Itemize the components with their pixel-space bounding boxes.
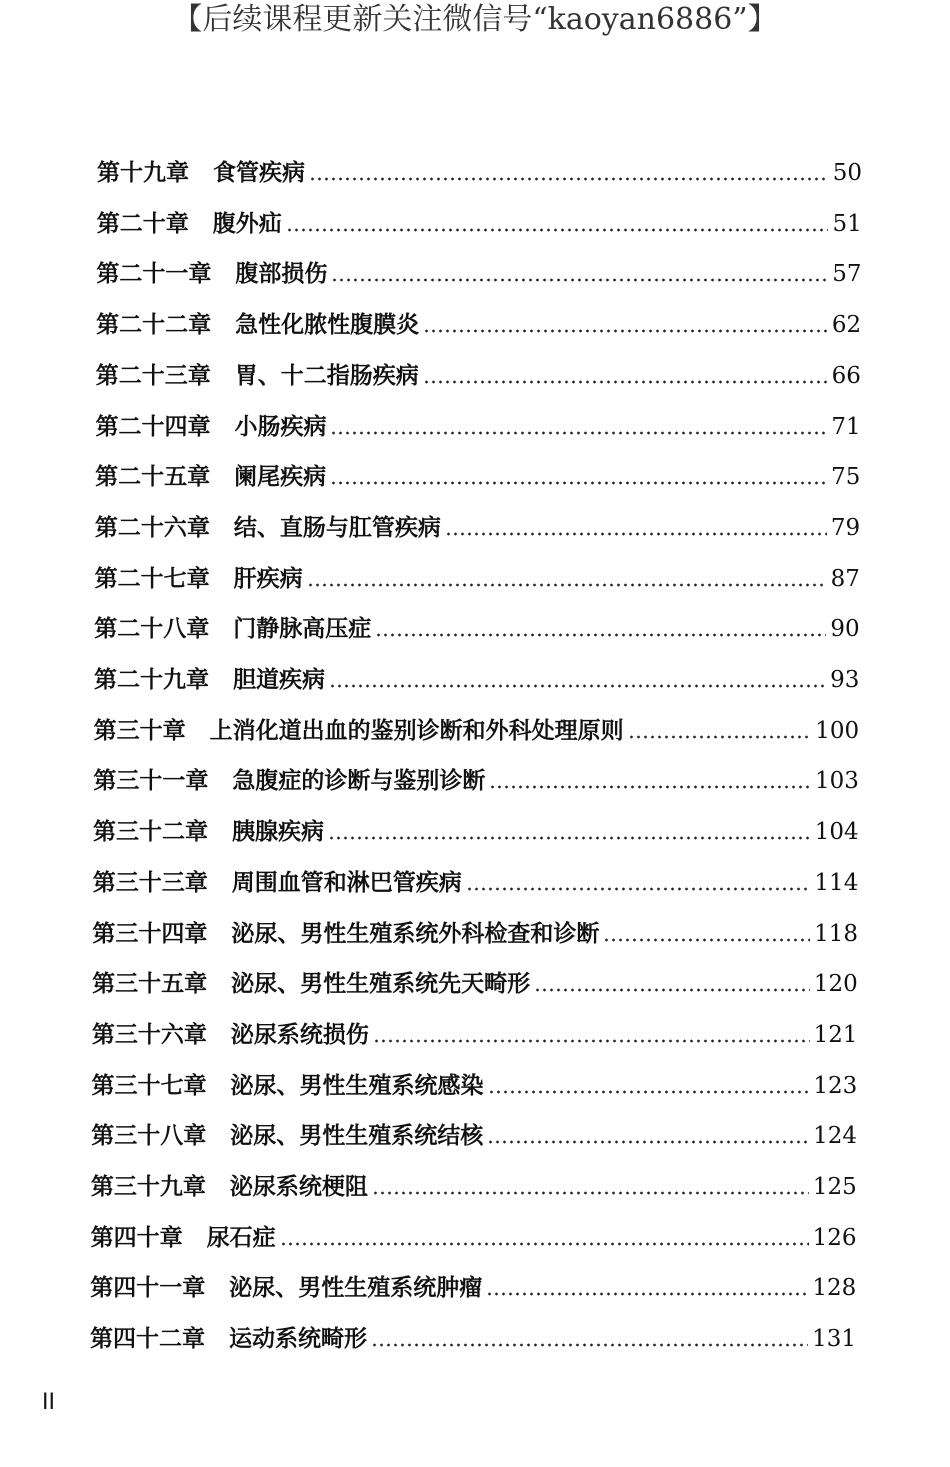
toc-dot-leader <box>628 735 812 739</box>
toc-entry <box>96 300 861 340</box>
toc-chapter-title: 周围血管和淋巴管疾病 <box>231 868 462 896</box>
toc-dot-leader <box>373 1039 810 1043</box>
toc-chapter-number: 第三十一章 <box>93 767 209 795</box>
toc-page-number: 62 <box>831 312 862 339</box>
toc-page-number: 124 <box>813 1123 858 1150</box>
toc-chapter-title: 泌尿、男性生殖系统感染 <box>230 1071 484 1099</box>
toc-page-number: 114 <box>814 869 859 896</box>
toc-entry <box>93 858 859 898</box>
toc-chapter-number: 第四十一章 <box>90 1274 206 1302</box>
toc-dot-leader <box>445 532 827 536</box>
toc-chapter-title: 运动系统畸形 <box>229 1325 367 1353</box>
toc-entry <box>92 959 858 999</box>
toc-entry <box>92 909 858 949</box>
table-of-contents <box>0 148 950 1368</box>
toc-dot-leader <box>423 380 828 384</box>
toc-chapter-title: 急腹症的诊断与鉴别诊断 <box>232 767 486 795</box>
toc-dot-leader <box>603 938 810 942</box>
toc-entry <box>90 1263 856 1303</box>
toc-chapter-number: 第三十七章 <box>91 1071 207 1099</box>
toc-chapter-number: 第三十六章 <box>91 1020 207 1048</box>
toc-dot-leader <box>486 1292 808 1296</box>
toc-chapter-title: 阑尾疾病 <box>234 463 327 491</box>
toc-page-number: 71 <box>831 413 861 440</box>
toc-dot-leader <box>328 836 811 840</box>
toc-chapter-title: 泌尿、男性生殖系统结核 <box>230 1122 484 1150</box>
toc-entry <box>93 807 859 847</box>
toc-page-number: 121 <box>813 1021 858 1048</box>
toc-entry <box>97 148 862 188</box>
toc-chapter-number: 第二十一章 <box>96 260 212 288</box>
toc-chapter-number: 第三十八章 <box>91 1122 207 1150</box>
toc-chapter-number: 第三十九章 <box>90 1173 206 1200</box>
toc-chapter-title: 上消化道出血的鉴别诊断和外科处理原则 <box>209 716 624 744</box>
toc-entry <box>90 1314 856 1354</box>
toc-chapter-number: 第三十四章 <box>92 919 208 947</box>
toc-page-number: 131 <box>812 1326 856 1353</box>
toc-dot-leader <box>331 278 828 282</box>
toc-chapter-title: 肝疾病 <box>233 564 303 592</box>
toc-dot-leader <box>330 431 827 435</box>
toc-page-number: 104 <box>814 819 859 846</box>
toc-chapter-number: 第二十五章 <box>95 463 211 491</box>
toc-dot-leader <box>489 785 811 789</box>
toc-page-number: 125 <box>812 1174 857 1200</box>
toc-chapter-number: 第二十七章 <box>94 564 210 592</box>
toc-chapter-title: 腹部损伤 <box>235 260 328 288</box>
toc-entry <box>91 1213 857 1253</box>
toc-chapter-title: 泌尿系统梗阻 <box>229 1173 368 1200</box>
toc-entry <box>93 756 859 796</box>
toc-page-number: 118 <box>814 920 859 947</box>
toc-chapter-number: 第四十二章 <box>90 1325 205 1353</box>
toc-entry <box>97 199 862 239</box>
toc-page-number: 123 <box>813 1072 858 1099</box>
toc-chapter-title: 胃、十二指肠疾病 <box>234 361 419 389</box>
toc-page-number: 103 <box>814 768 859 795</box>
toc-chapter-title: 尿石症 <box>206 1223 276 1251</box>
watermark-header: 【后续课程更新关注微信号“kaoyan6886”】 <box>172 2 778 37</box>
toc-entry <box>94 604 859 644</box>
toc-chapter-number: 第三十二章 <box>93 818 209 846</box>
toc-page-number: 120 <box>813 971 858 998</box>
toc-page-number: 128 <box>812 1275 857 1302</box>
toc-entry <box>96 351 861 391</box>
toc-chapter-number: 第二十八章 <box>94 615 210 643</box>
page-number: II <box>42 1390 55 1415</box>
toc-chapter-number: 第十九章 <box>97 159 189 186</box>
toc-chapter-title: 泌尿、男性生殖系统外科检查和诊断 <box>231 919 600 947</box>
toc-chapter-number: 第二十章 <box>96 209 189 237</box>
toc-page-number: 50 <box>832 160 862 186</box>
toc-dot-leader <box>375 633 826 637</box>
toc-entry <box>96 249 861 289</box>
toc-chapter-title: 泌尿系统损伤 <box>230 1020 369 1048</box>
toc-chapter-title: 门静脉高压症 <box>233 615 372 643</box>
toc-entry <box>92 1010 858 1050</box>
toc-dot-leader <box>423 329 828 333</box>
toc-page-number: 126 <box>812 1224 857 1251</box>
toc-chapter-number: 第三十三章 <box>92 868 208 896</box>
toc-chapter-number: 第四十章 <box>90 1223 183 1251</box>
toc-entry <box>94 706 859 746</box>
toc-dot-leader <box>487 1140 809 1144</box>
toc-dot-leader <box>371 1343 808 1347</box>
toc-chapter-title: 泌尿、男性生殖系统先天畸形 <box>231 970 531 998</box>
toc-chapter-number: 第二十六章 <box>94 513 210 541</box>
toc-chapter-number: 第三十章 <box>93 716 186 744</box>
toc-chapter-number: 第二十二章 <box>96 311 212 339</box>
toc-chapter-number: 第三十五章 <box>92 970 208 998</box>
toc-chapter-title: 小肠疾病 <box>234 412 327 440</box>
toc-page-number: 57 <box>832 261 862 288</box>
toc-dot-leader <box>534 988 810 992</box>
toc-chapter-title: 腹外疝 <box>212 209 282 237</box>
toc-entry <box>91 1111 857 1151</box>
toc-entry <box>95 503 860 543</box>
toc-page-number: 90 <box>830 616 860 643</box>
toc-entry <box>95 452 860 492</box>
toc-dot-leader <box>466 887 811 891</box>
toc-chapter-title: 胰腺疾病 <box>232 818 325 846</box>
toc-page-number: 75 <box>831 464 861 491</box>
toc-chapter-title: 结、直肠与肛管疾病 <box>233 513 441 541</box>
toc-dot-leader <box>372 1191 809 1195</box>
toc-entry <box>94 655 859 695</box>
toc-dot-leader <box>309 177 829 181</box>
toc-chapter-title: 急性化脓性腹膜炎 <box>235 311 420 339</box>
toc-dot-leader <box>329 684 826 688</box>
toc-dot-leader <box>488 1090 810 1094</box>
toc-chapter-title: 胆道疾病 <box>232 666 325 693</box>
toc-page-number: 51 <box>832 210 862 237</box>
toc-page-number: 93 <box>830 667 860 693</box>
toc-dot-leader <box>330 481 827 485</box>
toc-chapter-number: 第二十四章 <box>95 412 211 440</box>
toc-chapter-number: 第二十三章 <box>95 361 211 389</box>
toc-entry <box>95 554 860 594</box>
toc-dot-leader <box>286 228 829 232</box>
toc-chapter-title: 泌尿、男性生殖系统肿瘤 <box>229 1274 483 1302</box>
toc-chapter-title: 食管疾病 <box>213 159 305 186</box>
toc-page-number: 100 <box>815 717 860 744</box>
toc-entry <box>95 402 860 442</box>
toc-entry <box>92 1061 858 1101</box>
toc-dot-leader <box>307 583 827 587</box>
toc-chapter-number: 第二十九章 <box>93 666 209 693</box>
toc-page-number: 66 <box>831 362 861 389</box>
toc-page-number: 87 <box>830 565 860 592</box>
toc-entry <box>91 1162 857 1202</box>
toc-dot-leader <box>280 1242 809 1246</box>
toc-page-number: 79 <box>830 514 861 541</box>
